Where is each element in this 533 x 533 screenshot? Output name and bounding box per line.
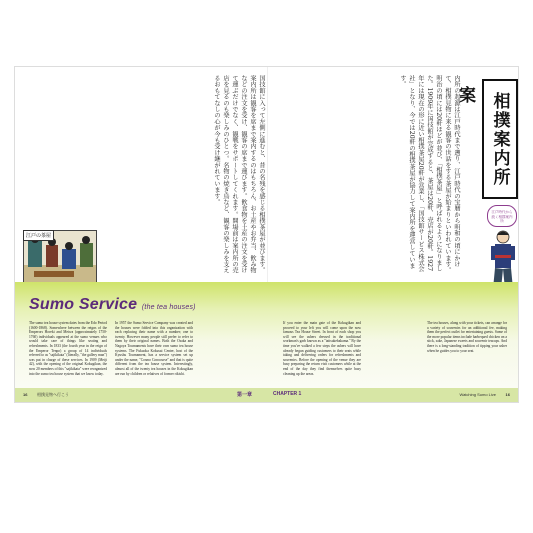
page-footer — [15, 388, 518, 402]
jp-body-right: 内所の起源は江戸時代まで遡り、江戸時代の宝暦から明和の頃にかけて、相撲見物に来る観客の世話をする茶屋が始まりといわれています。明治の頃には20軒ほどが並び、「相撲茶屋」と呼ばれるようになりました。1909年に国技館が完成すると、茶屋は20軒、売店が20軒。1927年には現在の形に近い相撲茶屋20軒が営業し、「国技館サービス株式会社」となり、今では20軒の相撲茶屋が協力して案内所を運営しています。 — [399, 75, 460, 274]
book-spread — [14, 66, 519, 403]
drop-character: 案 — [459, 86, 476, 106]
page-number-right: 16 — [505, 392, 510, 397]
section-title-jp — [482, 79, 518, 199]
title-jp-text: 相撲案内所 — [489, 91, 510, 187]
illustration-label: 江戸の茶屋 — [23, 230, 54, 241]
english-column-4: The tea houses, along with your tickets, can arrange for a variety of souvenirs for an additional fee, making them the perfect outlet for entertaining guests. Some of the more popular items include barbequed chicken on a stick, sake, Japanese sweets and souvenir teacups. And there is a long-standing tradition of tipping your usher when he guides you to your seat. — [427, 321, 507, 353]
jp-body-left: 国技館に入って左側に進むと、昔の名残を感じる相撲茶屋が並びます。案内所は観客を席まで案内するのはもちろん、お土産やお弁当、飲み物などの注文を受け、観客の席まで運びます。飲食物を土産の注文を受けて運ぶだけでなく、観戦をサポートしてくれます。開場前は案内所の売店を見るのも楽しみのひとつ。名物の焼き鳥など、観客の楽しみを支えるおもてなしの心が今も受け継がれています。 — [213, 75, 265, 274]
footer-label-right: Watching Sumo Live — [459, 392, 496, 397]
english-column-2: In 1957 the Sumo Service Company was created and the houses were folded into this organization with each replacing their name with a number; one to twenty. However many people still prefer to refer to them by their original names. Both the Osaka and Nagoya Tournaments have their own sumo tea house systems. The Fukuoka Kokusai Center, host of the Kyushu Tournament, has a service system set up under the name, "Cosmo Concourse" and that is quite different from the tea house system. Interestingly, almost all of the twenty tea houses in the Kokugikan are run by children or relatives of former rikishi. — [115, 321, 193, 376]
english-title-sub: (the tea houses) — [141, 304, 196, 311]
footer-label-left: 相撲見物へ行こう — [37, 392, 69, 397]
english-column-1: The sumo tea house system dates from the Edo Period (1600-1868). Somewhere between the reigns of the Emperors Horeki and Meiwa (approximately 1750-1760) individuals appeared at the sumo venues who would take care of things like seating and refreshments. In 1833 (the fourth year in the reign of the Emperor Tenpo) a group of 14 individuals referred to as "sajikikata" (literally, "the gallery man") was put in charge of these services. In 1909 (Meiji 42), with the opening of the original Kokugikan, the now 20 members of this "sajikikata" were reorganized into the sumo tea house system that we know today. — [29, 321, 107, 376]
english-section-title — [29, 296, 196, 314]
chapter-label-jp: 第一章 — [237, 392, 253, 398]
page-number-left: 16 — [23, 392, 28, 397]
english-title-main: Sumo Service — [29, 296, 138, 313]
english-column-3: If you enter the main gate of the Kokugikan and proceed to your left you will come upon the now famous Tea House Street. In front of each shop you will see the ushers dressed in the traditional workman's garb known as a "tattsukebakama." By the time you've walked a few steps the ushers will have already begun guiding customers to their seats while taking and delivering orders for refreshments and souvenirs. Before the opening of the venue they are busy preparing the return visit customers while at the end of the day they find themselves quite busy cleaning up the areas. — [283, 321, 361, 376]
speech-bubble: 江戸時代から続く相撲案内所 — [487, 205, 517, 227]
chapter-label-en: CHAPTER 1 — [273, 391, 302, 397]
